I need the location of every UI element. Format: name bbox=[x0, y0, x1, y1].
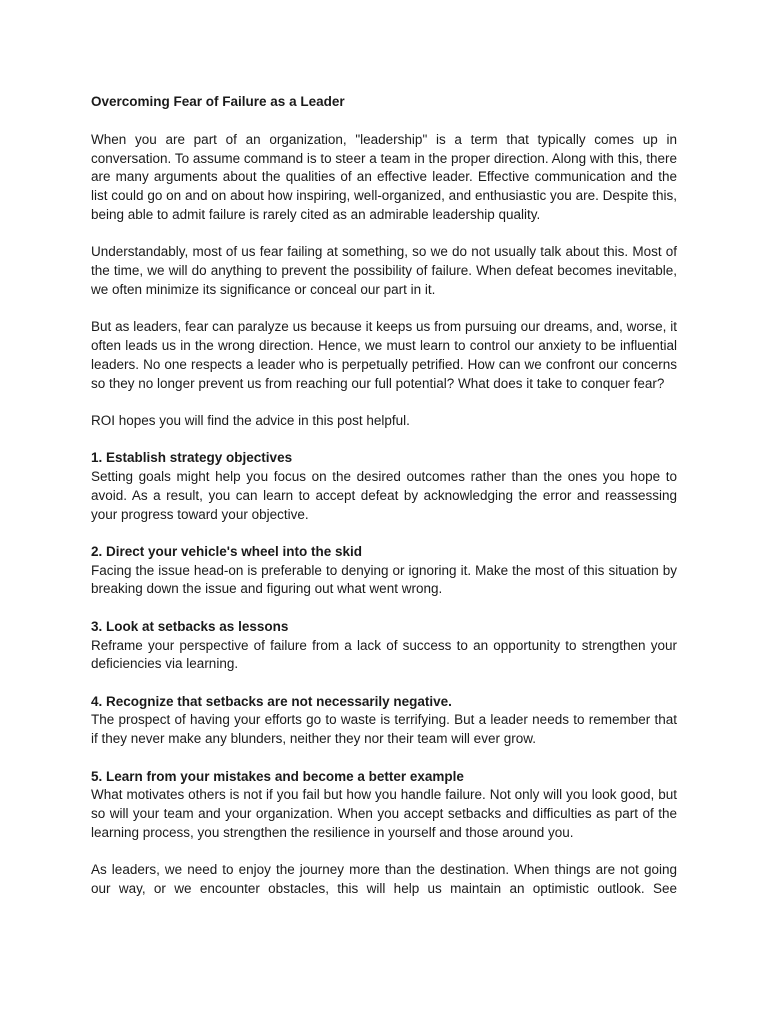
tip-body: Reframe your perspective of failure from a lack of success to an opportunity to strengthen your deficiencies via learning. bbox=[91, 637, 677, 672]
intro-paragraph-2: Understandably, most of us fear failing at something, so we do not usually talk about this. Most of the time, we will do anything to prevent the possibility of failure. When defeat becomes inevitable, we often minimize its significance or conceal our part in it. bbox=[91, 244, 677, 297]
document-title: Overcoming Fear of Failure as a Leader bbox=[91, 94, 345, 109]
tip-section-5 bbox=[91, 768, 677, 843]
tip-body: Setting goals might help you focus on the desired outcomes rather than the ones you hope to avoid. As a result, you can learn to accept defeat by acknowledging the error and reassessing your progress toward your objective. bbox=[91, 468, 677, 522]
intro-paragraph-3: But as leaders, fear can paralyze us because it keeps us from pursuing our dreams, and, worse, it often leads us in the wrong direction. Hence, we must learn to control our anxiety to be influential leaders. No one respects a leader who is perpetually petrified. How can we confront our concerns so they no longer prevent us from reaching our full potential? What does it take to conquer fear? bbox=[91, 319, 677, 391]
tip-body: The prospect of having your efforts go to waste is terrifying. But a leader needs to remember that if they never make any blunders, neither they nor their team will ever grow. bbox=[91, 712, 677, 747]
tip-section-4 bbox=[91, 693, 677, 749]
document-content bbox=[91, 93, 677, 899]
intro-paragraph-1: When you are part of an organization, "leadership" is a term that typically comes up in conversation. To assume command is to steer a team in the proper direction. Along with this, there are many arguments about the qualities of an effective leader. Effective communication and the list could go on and on about how inspiring, well-organized, and enthusiastic you are. Despite this, being able to admit failure is rarely cited as an admirable leadership quality. bbox=[91, 131, 677, 222]
tip-section-2 bbox=[91, 543, 677, 599]
tip-heading: 4. Recognize that setbacks are not necessarily negative. bbox=[91, 693, 452, 709]
intro-paragraph-4: ROI hopes you will find the advice in this post helpful. bbox=[91, 412, 410, 428]
tip-heading: 2. Direct your vehicle's wheel into the skid bbox=[91, 543, 363, 559]
tip-heading: 3. Look at setbacks as lessons bbox=[91, 618, 289, 634]
closing-paragraph: As leaders, we need to enjoy the journey more than the destination. When things are not going our way, or we encounter obstacles, this will help us maintain an optimistic outlook. See bbox=[91, 862, 677, 896]
tip-section-1 bbox=[91, 449, 677, 524]
tip-section-3 bbox=[91, 618, 677, 674]
tip-body: What motivates others is not if you fail but how you handle failure. Not only will you look good, but so will your team and your organization. When you accept setbacks and difficulties as part of the learning process, you strengthen the resilience in yourself and those around you. bbox=[91, 787, 677, 840]
tip-heading: 5. Learn from your mistakes and become a better example bbox=[91, 768, 464, 784]
tip-heading: 1. Establish strategy objectives bbox=[91, 450, 293, 466]
tip-body: Facing the issue head-on is preferable to denying or ignoring it. Make the most of this situation by breaking down the issue and figuring out what went wrong. bbox=[91, 562, 677, 597]
